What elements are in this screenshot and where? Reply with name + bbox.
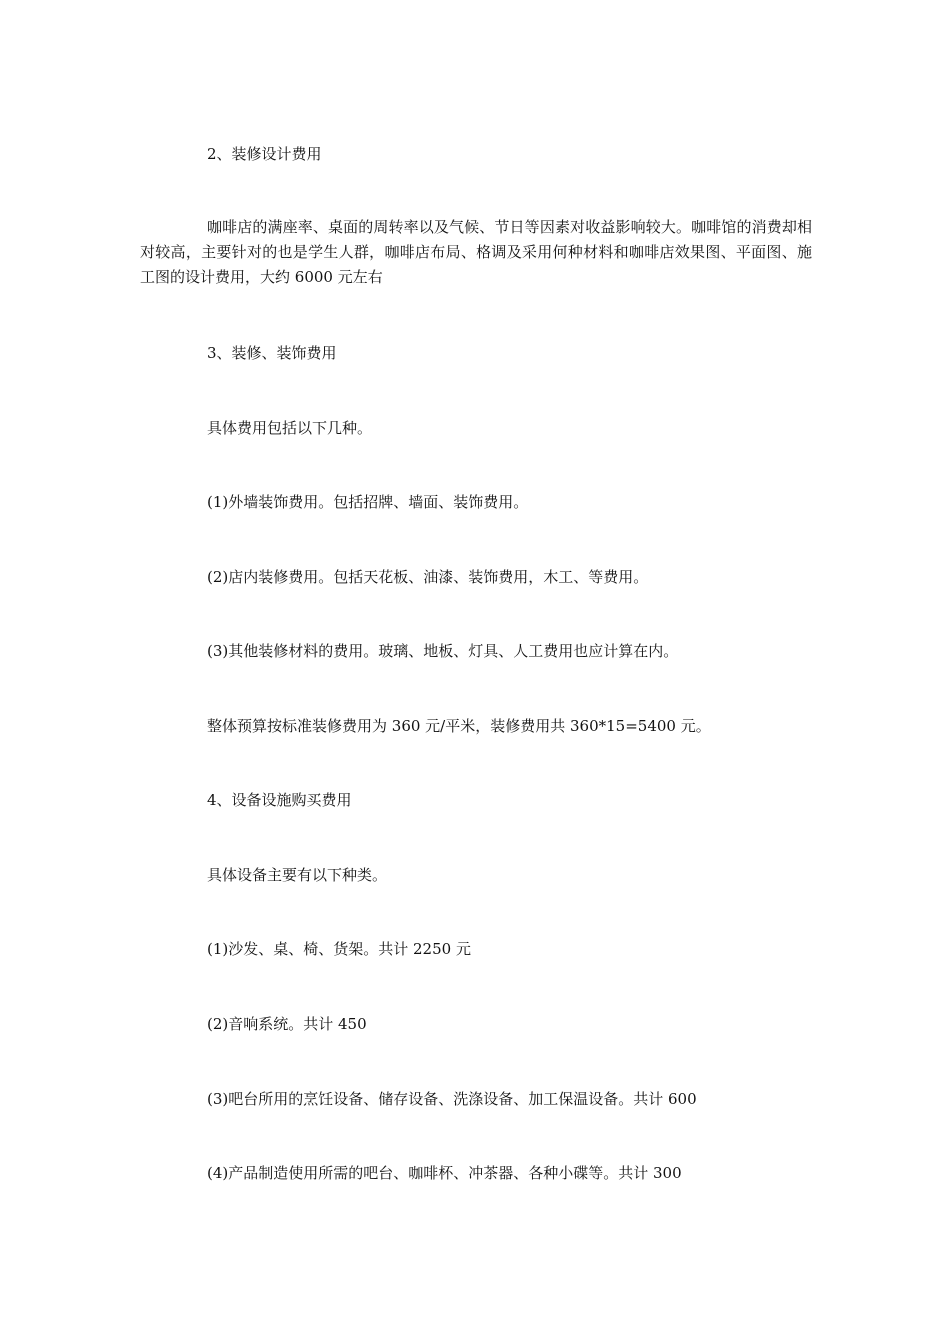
section-intro-3: 具体费用包括以下几种。 xyxy=(207,419,373,437)
section-intro-4: 具体设备主要有以下种类。 xyxy=(207,866,388,884)
section-heading-2: 2、装修设计费用 xyxy=(207,145,322,163)
list-item-3-2: (2)店内装修费用。包括天花板、油漆、装饰费用，木工、等费用。 xyxy=(207,568,649,586)
section-heading-4: 4、设备设施购买费用 xyxy=(207,791,352,809)
paragraph-text: 咖啡店的满座率、桌面的周转率以及气候、节日等因素对收益影响较大。咖啡馆的消费却相对较高，主要针对的也是学生人群，咖啡店布局、格调及采用何种材料和咖啡店效果图、平面图、施工图的设计费用，大约 6000 元左右 xyxy=(140,218,812,286)
list-item-4-4: (4)产品制造使用所需的吧台、咖啡杯、冲茶器、各种小碟等。共计 300 xyxy=(207,1164,682,1182)
section-heading-3: 3、装修、装饰费用 xyxy=(207,344,337,362)
list-item-3-3: (3)其他装修材料的费用。玻璃、地板、灯具、人工费用也应计算在内。 xyxy=(207,642,679,660)
list-item-3-1: (1)外墙装饰费用。包括招牌、墙面、装饰费用。 xyxy=(207,493,529,511)
list-item-4-1: (1)沙发、桌、椅、货架。共计 2250 元 xyxy=(207,940,471,958)
budget-summary-3: 整体预算按标准装修费用为 360 元/平米，装修费用共 360*15=5400 元。 xyxy=(207,717,711,735)
list-item-4-2: (2)音响系统。共计 450 xyxy=(207,1015,367,1033)
section-paragraph-2 xyxy=(140,215,812,290)
list-item-4-3: (3)吧台所用的烹饪设备、储存设备、洗涤设备、加工保温设备。共计 600 xyxy=(207,1090,697,1108)
